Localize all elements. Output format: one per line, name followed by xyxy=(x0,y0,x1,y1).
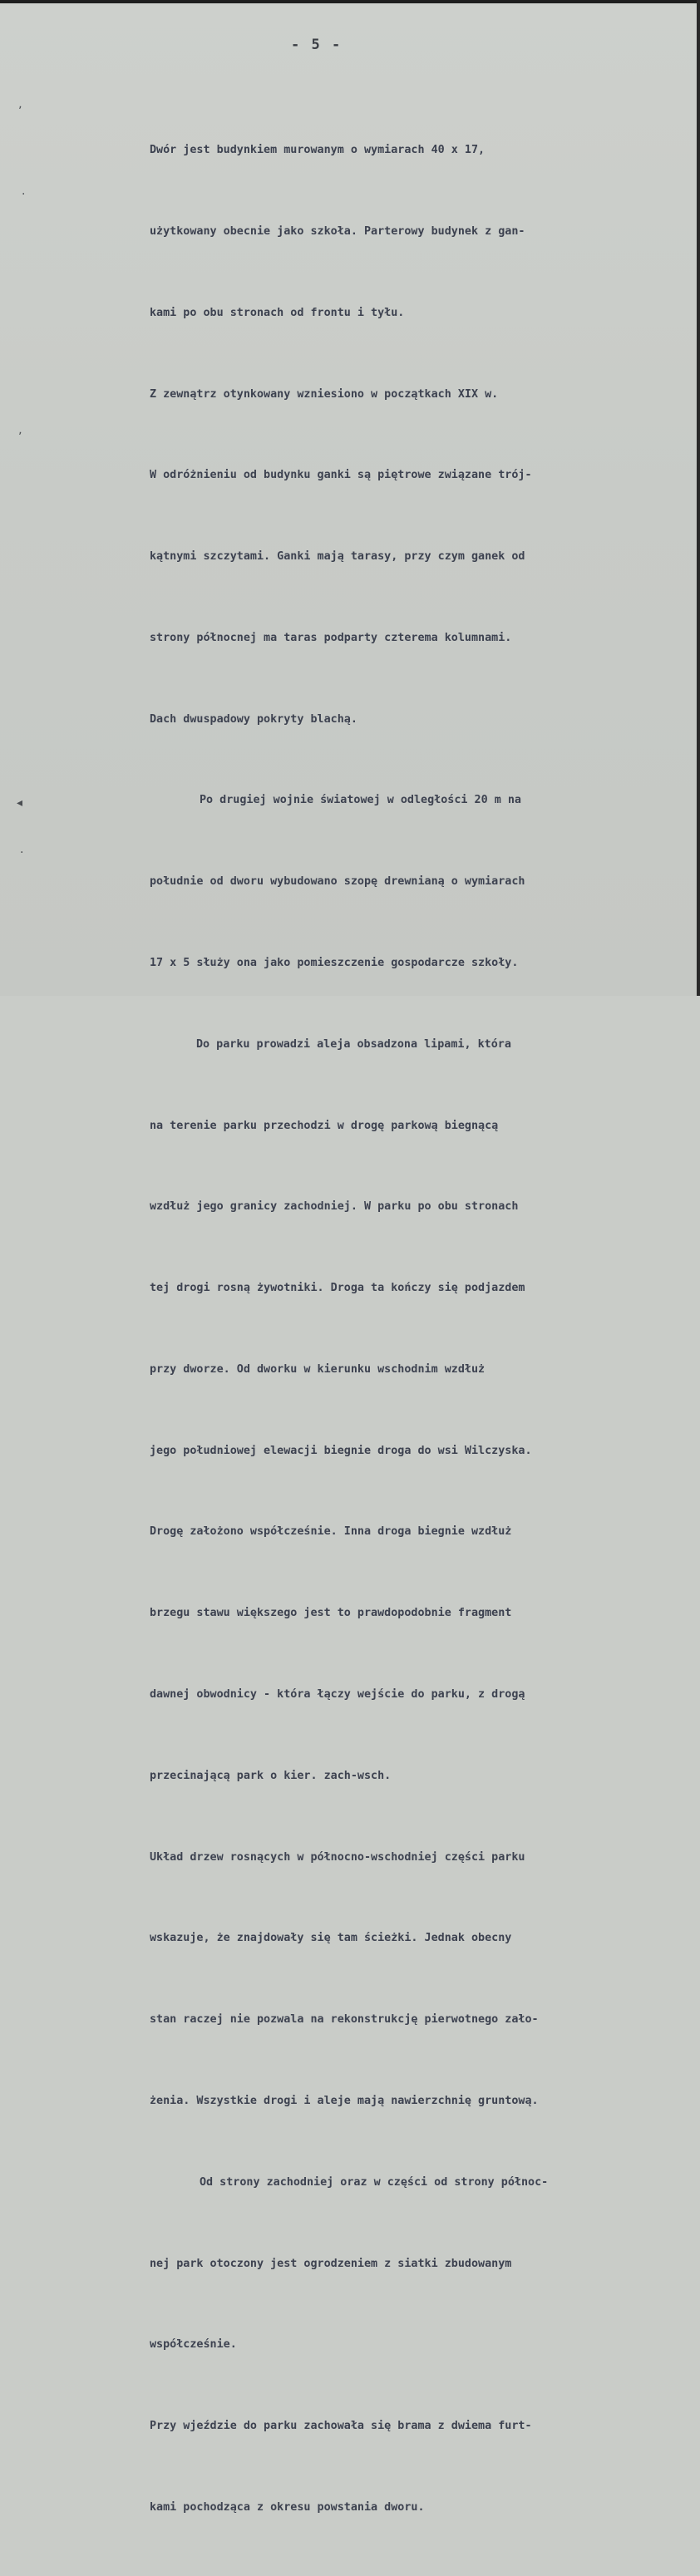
scan-right-edge xyxy=(697,0,700,996)
text-line: użytkowany obecnie jako szkoła. Parterowy budynek z gan- xyxy=(150,224,525,238)
margin-tick-mark: · xyxy=(22,188,26,201)
text-line: Przy wjeździe do parku zachowała się brama z dwiema furt- xyxy=(150,2420,532,2433)
body-text xyxy=(150,83,657,2576)
text-line: na terenie parku przechodzi w drogę parkową biegnącą xyxy=(150,1119,499,1132)
text-line: 17 x 5 służy ona jako pomieszczenie gospodarcze szkoły. xyxy=(150,957,519,969)
text-line: kami po obu stronach od frontu i tyłu. xyxy=(150,306,405,319)
scan-top-edge xyxy=(0,0,700,3)
text-line: Po drugiej wojnie światowej w odległości 20 m na xyxy=(200,794,521,807)
text-line: wskazuje, że znajdowały się tam ścieżki. Jednak obecny xyxy=(150,1932,512,1945)
text-line: Układ drzew rosnących w północno-wschodniej części parku xyxy=(150,1850,525,1864)
text-line: nej park otoczony jest ogrodzeniem z siatki zbudowanym xyxy=(150,2257,512,2270)
text-line: południe od dworu wybudowano szopę drewnianą o wymiarach xyxy=(150,875,525,889)
text-line: jego południowej elewacji biegnie droga do wsi Wilczyska. xyxy=(150,1444,532,1457)
text-line: żenia. Wszystkie drogi i aleje mają nawierzchnię gruntową. xyxy=(150,2094,539,2107)
text-line: Dwór jest budynkiem murowanym o wymiarach 40 x 17, xyxy=(150,144,486,157)
text-line: dawnej obwodnicy - która łączy wejście do parku, z drogą xyxy=(150,1688,525,1702)
text-line: Dach dwuspadowy pokryty blachą. xyxy=(150,712,357,726)
margin-tick-mark: ʼ xyxy=(18,431,22,444)
text-line: stan raczej nie pozwala na rekonstrukcję pierwotnego zało- xyxy=(150,2013,539,2027)
margin-tick-mark: · xyxy=(20,846,24,859)
text-line: Od strony zachodniej oraz w części od strony północ- xyxy=(200,2175,549,2189)
text-line: Drogę założono współcześnie. Inna droga biegnie wzdłuż xyxy=(150,1525,512,1539)
text-line: Do parku prowadzi aleja obsadzona lipami, która xyxy=(196,1037,511,1051)
text-line: przecinającą park o kier. zach-wsch. xyxy=(150,1769,392,1782)
margin-tick-mark: ʼ xyxy=(18,105,22,118)
text-line: kątnymi szczytami. Ganki mają tarasy, przy czym ganek od xyxy=(150,550,525,564)
text-line: kami pochodząca z okresu powstania dworu. xyxy=(150,2500,425,2514)
text-line: wzdłuż jego granicy zachodniej. W parku po obu stronach xyxy=(150,1200,519,1214)
margin-tick-mark: ◂ xyxy=(17,796,23,810)
text-line: brzegu stawu większego jest to prawdopodobnie fragment xyxy=(150,1607,512,1620)
text-line: tej drogi rosną żywotniki. Droga ta kończy się podjazdem xyxy=(150,1282,525,1295)
text-line: W odróżnieniu od budynku ganki są piętrowe związane trój- xyxy=(150,469,532,482)
text-line: strony północnej ma taras podparty czterema kolumnami. xyxy=(150,631,512,644)
text-line: współcześnie. xyxy=(150,2338,237,2352)
text-line: Z zewnątrz otynkowany wzniesiono w początkach XIX w. xyxy=(150,387,499,401)
page-number: - 5 - xyxy=(291,37,343,53)
text-line: przy dworze. Od dworku w kierunku wschodnim wzdłuż xyxy=(150,1362,486,1376)
